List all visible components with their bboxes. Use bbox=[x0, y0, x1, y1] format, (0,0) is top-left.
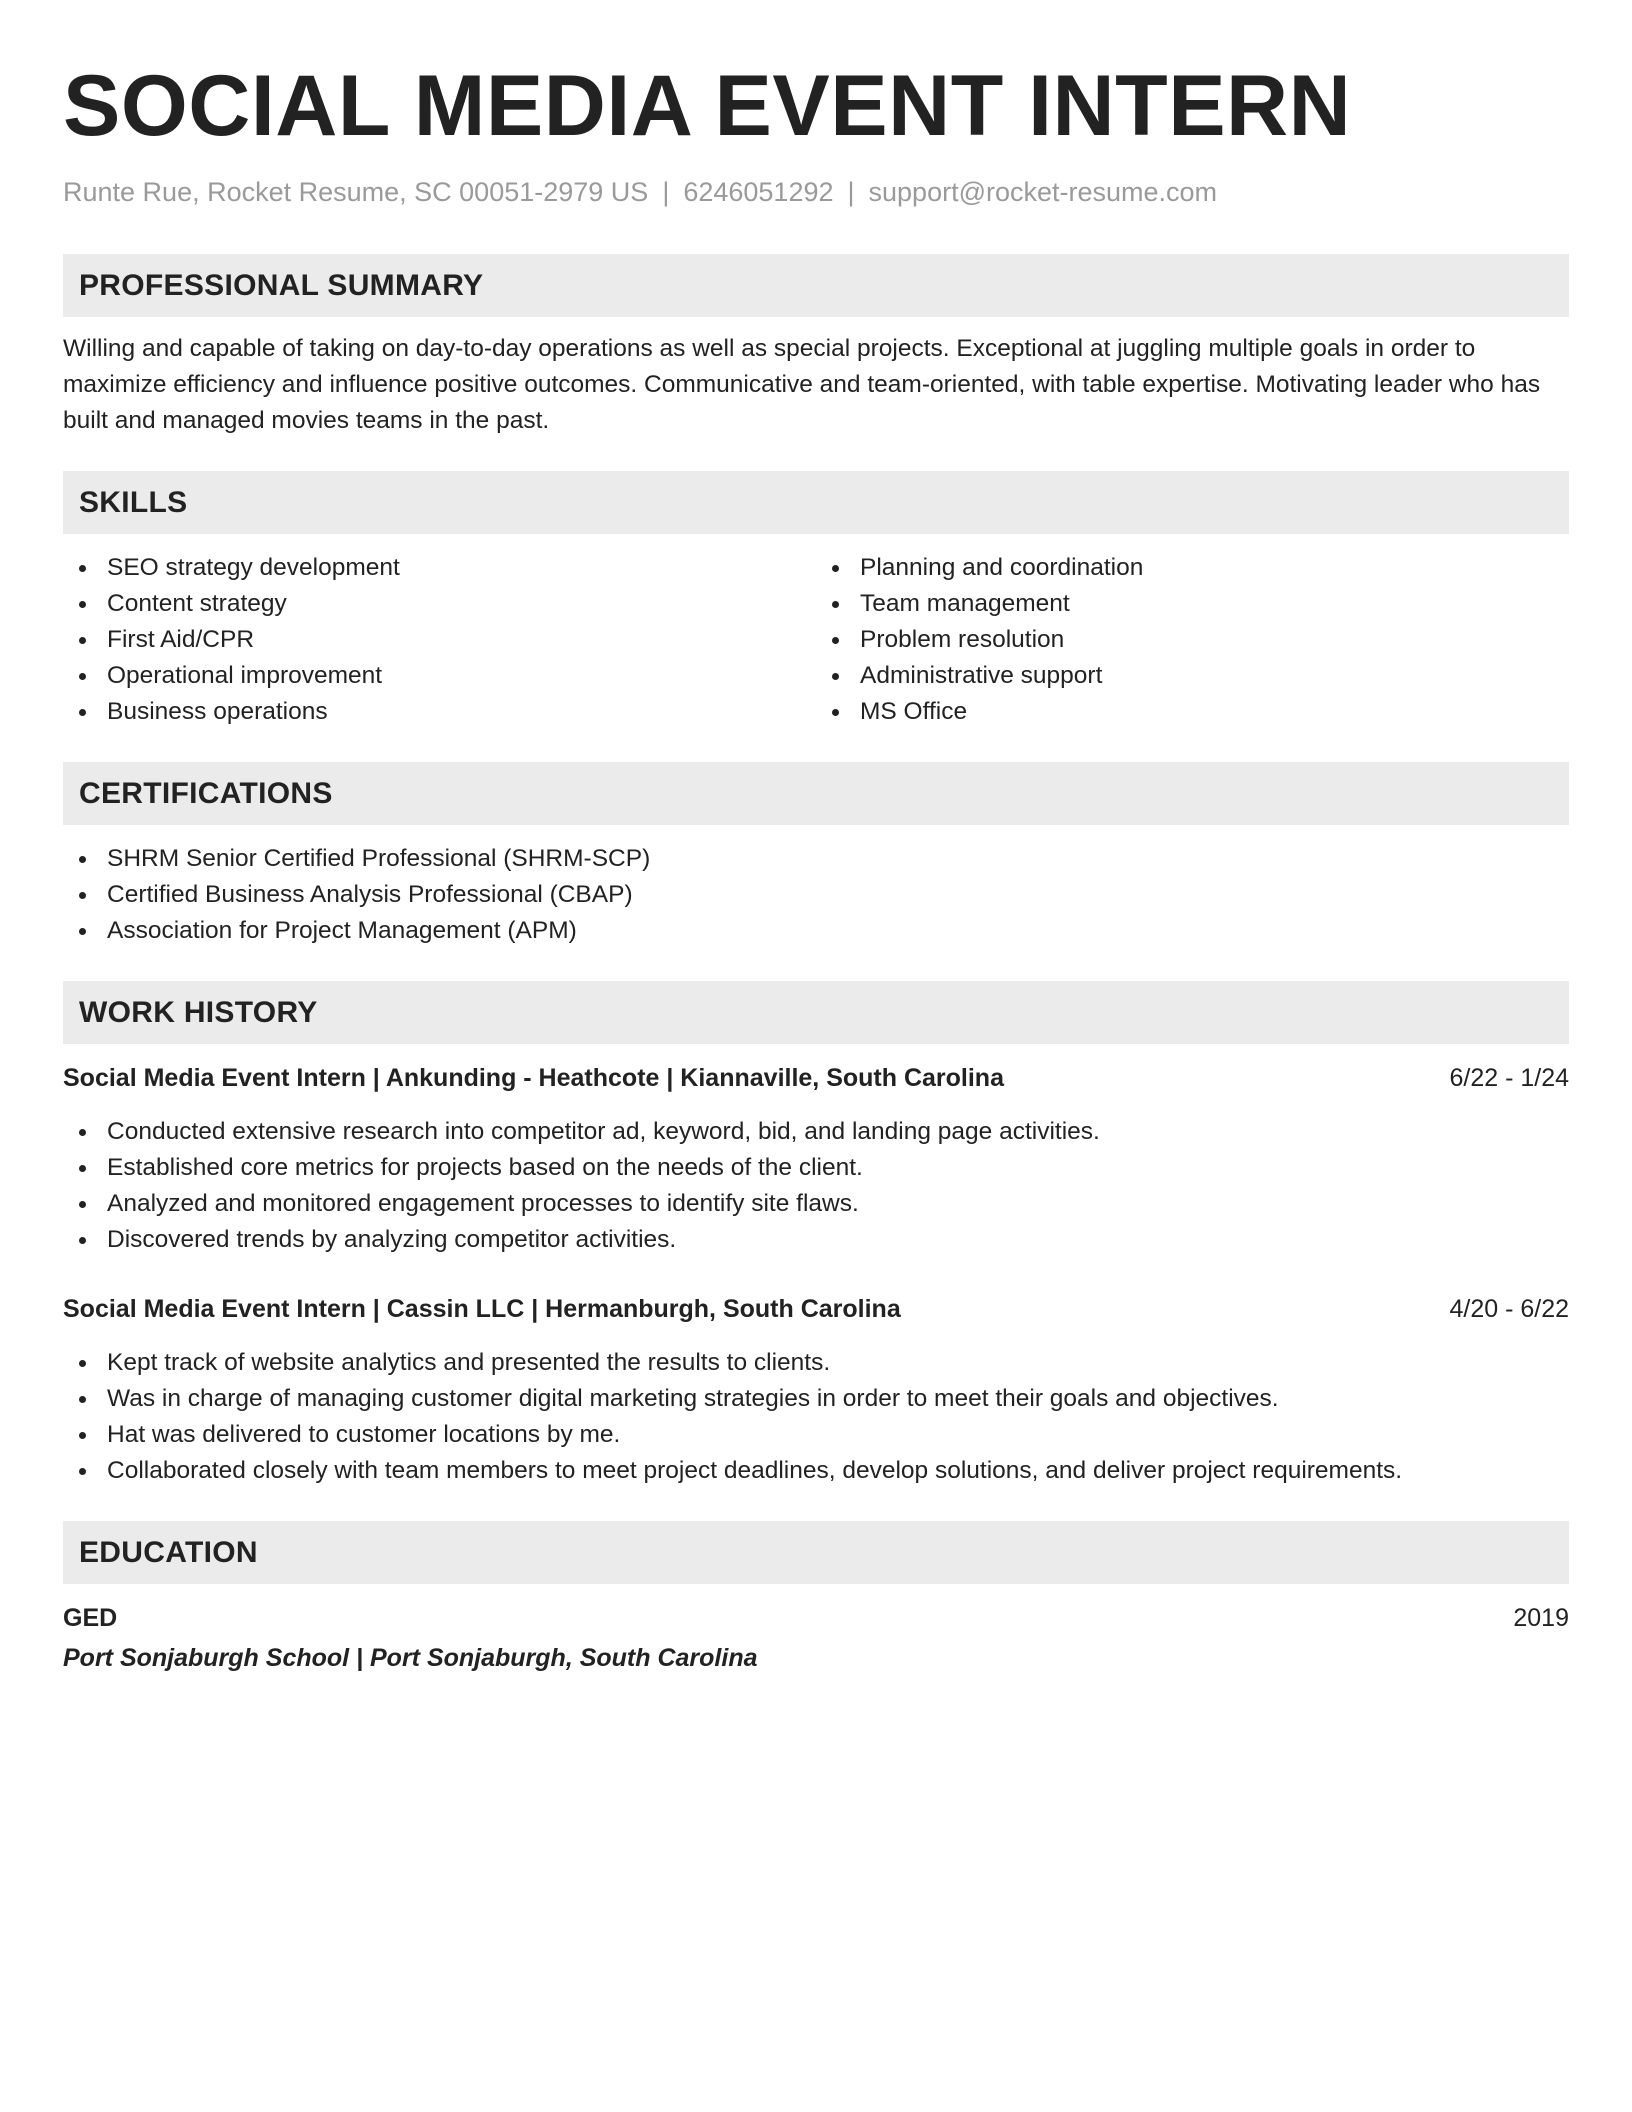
job-title: Social Media Event Intern | Cassin LLC | Hermanburgh, South Carolina bbox=[63, 1295, 901, 1323]
job-bullet: Kept track of website analytics and presented the results to clients. bbox=[63, 1345, 1569, 1381]
education-school: Port Sonjaburgh School | Port Sonjaburgh, South Carolina bbox=[63, 1644, 758, 1672]
skill-item: SEO strategy development bbox=[63, 550, 816, 586]
work-history-heading: WORK HISTORY bbox=[63, 981, 1569, 1044]
bullet-icon bbox=[79, 928, 86, 935]
bullet-icon bbox=[79, 1360, 86, 1367]
skill-item: First Aid/CPR bbox=[63, 622, 816, 658]
education-header bbox=[63, 1600, 1569, 1636]
bullet-icon bbox=[79, 709, 86, 716]
contact-line bbox=[63, 174, 1569, 210]
job-bullets bbox=[63, 1345, 1569, 1489]
skill-item: Content strategy bbox=[63, 586, 816, 622]
job-bullet: Established core metrics for projects based on the needs of the client. bbox=[63, 1150, 1569, 1186]
skills-heading: SKILLS bbox=[63, 471, 1569, 534]
job-header bbox=[63, 1291, 1569, 1327]
certifications-heading: CERTIFICATIONS bbox=[63, 762, 1569, 825]
job-bullet: Hat was delivered to customer locations by me. bbox=[63, 1417, 1569, 1453]
job-entry bbox=[63, 1060, 1569, 1258]
summary-heading: PROFESSIONAL SUMMARY bbox=[63, 254, 1569, 317]
bullet-icon bbox=[79, 673, 86, 680]
bullet-icon bbox=[79, 1396, 86, 1403]
skill-item: Team management bbox=[816, 586, 1569, 622]
skills-column-right bbox=[816, 550, 1569, 730]
job-bullet: Collaborated closely with team members to meet project deadlines, develop solutions, and deliver project requirements. bbox=[63, 1453, 1569, 1489]
contact-email: support@rocket-resume.com bbox=[868, 177, 1218, 207]
bullet-icon bbox=[832, 637, 839, 644]
bullet-icon bbox=[832, 673, 839, 680]
job-dates: 6/22 - 1/24 bbox=[1449, 1064, 1569, 1092]
contact-separator: | bbox=[847, 177, 855, 207]
bullet-icon bbox=[79, 637, 86, 644]
job-dates: 4/20 - 6/22 bbox=[1449, 1295, 1569, 1323]
skill-item: Administrative support bbox=[816, 658, 1569, 694]
bullet-icon bbox=[79, 892, 86, 899]
bullet-icon bbox=[832, 565, 839, 572]
education-heading: EDUCATION bbox=[63, 1521, 1569, 1584]
job-bullet: Conducted extensive research into competitor ad, keyword, bid, and landing page activities. bbox=[63, 1114, 1569, 1150]
bullet-icon bbox=[79, 1432, 86, 1439]
skills-column-left bbox=[63, 550, 816, 730]
job-bullets bbox=[63, 1114, 1569, 1258]
certification-item: Certified Business Analysis Professional (CBAP) bbox=[63, 877, 1569, 913]
bullet-icon bbox=[79, 1129, 86, 1136]
job-entry bbox=[63, 1291, 1569, 1489]
bullet-icon bbox=[832, 709, 839, 716]
skill-item: Business operations bbox=[63, 694, 816, 730]
contact-separator: | bbox=[662, 177, 670, 207]
education-degree: GED bbox=[63, 1604, 118, 1632]
contact-address: Runte Rue, Rocket Resume, SC 00051-2979 US bbox=[63, 177, 649, 207]
certification-item: SHRM Senior Certified Professional (SHRM-SCP) bbox=[63, 841, 1569, 877]
skill-item: Planning and coordination bbox=[816, 550, 1569, 586]
resume-name: SOCIAL MEDIA EVENT INTERN bbox=[63, 58, 1352, 154]
bullet-icon bbox=[79, 856, 86, 863]
skills-grid bbox=[63, 550, 1569, 730]
contact-phone: 6246051292 bbox=[683, 177, 834, 207]
skill-item: Problem resolution bbox=[816, 622, 1569, 658]
certifications-list bbox=[63, 841, 1569, 949]
education-year: 2019 bbox=[1513, 1604, 1569, 1632]
skill-item: Operational improvement bbox=[63, 658, 816, 694]
certification-item: Association for Project Management (APM) bbox=[63, 913, 1569, 949]
job-title: Social Media Event Intern | Ankunding - Heathcote | Kiannaville, South Carolina bbox=[63, 1064, 1004, 1092]
summary-text: Willing and capable of taking on day-to-day operations as well as special projects. Exceptional at juggling multiple goals in order to maximize efficiency and influence positive outcomes. Communicative and team-oriented, with table expertise. Motivating leader who has built and managed movies teams in the past. bbox=[63, 335, 1541, 434]
bullet-icon bbox=[79, 1165, 86, 1172]
job-bullet: Discovered trends by analyzing competitor activities. bbox=[63, 1222, 1569, 1258]
skill-item: MS Office bbox=[816, 694, 1569, 730]
bullet-icon bbox=[79, 1237, 86, 1244]
bullet-icon bbox=[79, 1468, 86, 1475]
job-bullet: Was in charge of managing customer digital marketing strategies in order to meet their goals and objectives. bbox=[63, 1381, 1569, 1417]
bullet-icon bbox=[79, 565, 86, 572]
bullet-icon bbox=[832, 601, 839, 608]
job-bullet: Analyzed and monitored engagement processes to identify site flaws. bbox=[63, 1186, 1569, 1222]
bullet-icon bbox=[79, 1201, 86, 1208]
job-header bbox=[63, 1060, 1569, 1096]
bullet-icon bbox=[79, 601, 86, 608]
